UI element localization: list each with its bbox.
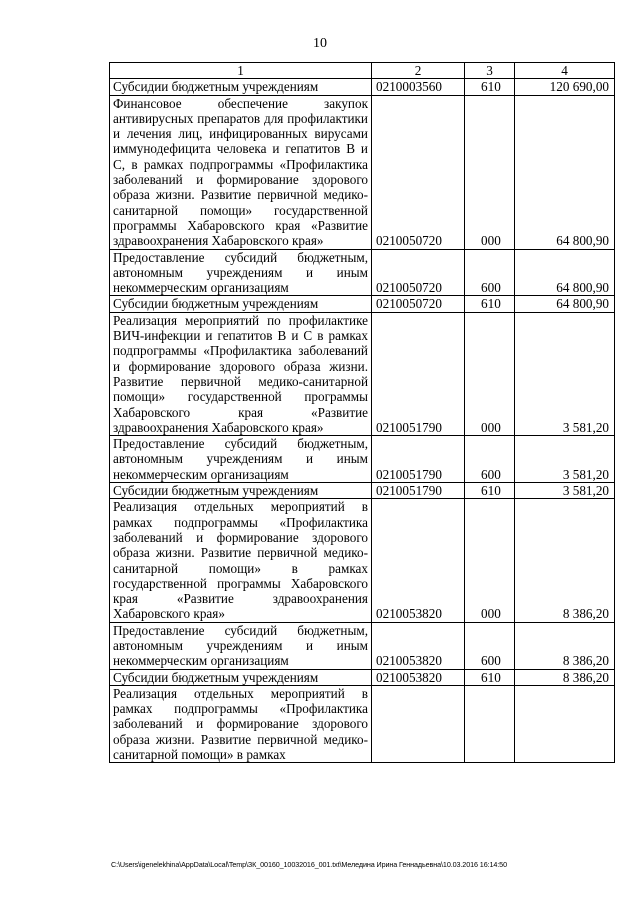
header-col-1: 1 xyxy=(110,63,372,79)
row-code: 0210053820 xyxy=(372,669,465,685)
row-name: Предоставление субсидий бюджетным, автономным учреждениям и иным некоммерческим организациям xyxy=(110,622,372,669)
row-name: Финансовое обеспечение закупок антивирусных препаратов для профилактики и лечения лиц, инфицированных вирусами иммунодефицита человека и гепатитов B и C, в рамках подпрограммы «Профилактика заболеваний и формирование здорового образа жизни. Развитие первичной медико-санитарной помощи» государственной программы Хабаровского края «Развитие здравоохранения Хабаровского края» xyxy=(110,95,372,249)
row-kvr: 610 xyxy=(465,669,515,685)
row-name: Субсидии бюджетным учреждениям xyxy=(110,483,372,499)
row-name: Реализация отдельных мероприятий в рамках подпрограммы «Профилактика заболеваний и формирование здорового образа жизни. Развитие первичной медико-санитарной помощи» в рамках xyxy=(110,685,372,762)
row-name: Субсидии бюджетным учреждениям xyxy=(110,669,372,685)
table-row xyxy=(110,79,615,95)
table-row xyxy=(110,296,615,312)
budget-table xyxy=(109,62,615,763)
row-kvr: 000 xyxy=(465,95,515,249)
table-row xyxy=(110,312,615,435)
table-row xyxy=(110,436,615,483)
row-name: Субсидии бюджетным учреждениям xyxy=(110,79,372,95)
row-code xyxy=(372,685,465,762)
table-row xyxy=(110,499,615,622)
row-kvr: 600 xyxy=(465,622,515,669)
row-sum: 8 386,20 xyxy=(515,499,615,622)
row-code: 0210051790 xyxy=(372,483,465,499)
table-row xyxy=(110,685,615,762)
row-kvr: 610 xyxy=(465,79,515,95)
row-kvr xyxy=(465,685,515,762)
table-row xyxy=(110,95,615,249)
footer-file-path: C:\Users\igenelekhina\AppData\Local\Temp\ЗК_00160_10032016_001.txt\Меледина Ирина Геннадьевна\10.03.2016 16:14:50 xyxy=(111,860,507,869)
row-sum: 8 386,20 xyxy=(515,622,615,669)
row-name: Предоставление субсидий бюджетным, автономным учреждениям и иным некоммерческим организациям xyxy=(110,249,372,296)
row-code: 0210053820 xyxy=(372,499,465,622)
row-code: 0210053820 xyxy=(372,622,465,669)
row-kvr: 600 xyxy=(465,249,515,296)
row-name: Реализация отдельных мероприятий в рамках подпрограммы «Профилактика заболеваний и формирование здорового образа жизни. Развитие первичной медико-санитарной помощи» в рамках государственной программы Хабаровского края «Развитие здравоохранения Хабаровского края» xyxy=(110,499,372,622)
row-code: 0210003560 xyxy=(372,79,465,95)
row-sum: 3 581,20 xyxy=(515,436,615,483)
row-name: Реализация мероприятий по профилактике ВИЧ-инфекции и гепатитов B и C в рамках подпрограммы «Профилактика заболеваний и формирование здорового образа жизни. Развитие первичной медико-санитарной помощи» государственной программы Хабаровского края «Развитие здравоохранения Хабаровского края» xyxy=(110,312,372,435)
row-sum: 3 581,20 xyxy=(515,483,615,499)
row-name: Предоставление субсидий бюджетным, автономным учреждениям и иным некоммерческим организациям xyxy=(110,436,372,483)
row-sum: 64 800,90 xyxy=(515,249,615,296)
row-code: 0210050720 xyxy=(372,296,465,312)
row-kvr: 610 xyxy=(465,483,515,499)
row-sum: 3 581,20 xyxy=(515,312,615,435)
header-col-4: 4 xyxy=(515,63,615,79)
row-sum: 64 800,90 xyxy=(515,95,615,249)
row-code: 0210050720 xyxy=(372,95,465,249)
row-code: 0210051790 xyxy=(372,436,465,483)
table-row xyxy=(110,669,615,685)
row-kvr: 610 xyxy=(465,296,515,312)
row-code: 0210050720 xyxy=(372,249,465,296)
row-sum: 120 690,00 xyxy=(515,79,615,95)
row-code: 0210051790 xyxy=(372,312,465,435)
row-kvr: 000 xyxy=(465,499,515,622)
row-sum xyxy=(515,685,615,762)
row-kvr: 600 xyxy=(465,436,515,483)
page-number: 10 xyxy=(313,36,327,51)
table-row xyxy=(110,483,615,499)
header-col-3: 3 xyxy=(465,63,515,79)
header-col-2: 2 xyxy=(372,63,465,79)
table-row xyxy=(110,249,615,296)
table-row xyxy=(110,622,615,669)
row-name: Субсидии бюджетным учреждениям xyxy=(110,296,372,312)
row-sum: 64 800,90 xyxy=(515,296,615,312)
row-kvr: 000 xyxy=(465,312,515,435)
table-header-row xyxy=(110,63,615,79)
row-sum: 8 386,20 xyxy=(515,669,615,685)
